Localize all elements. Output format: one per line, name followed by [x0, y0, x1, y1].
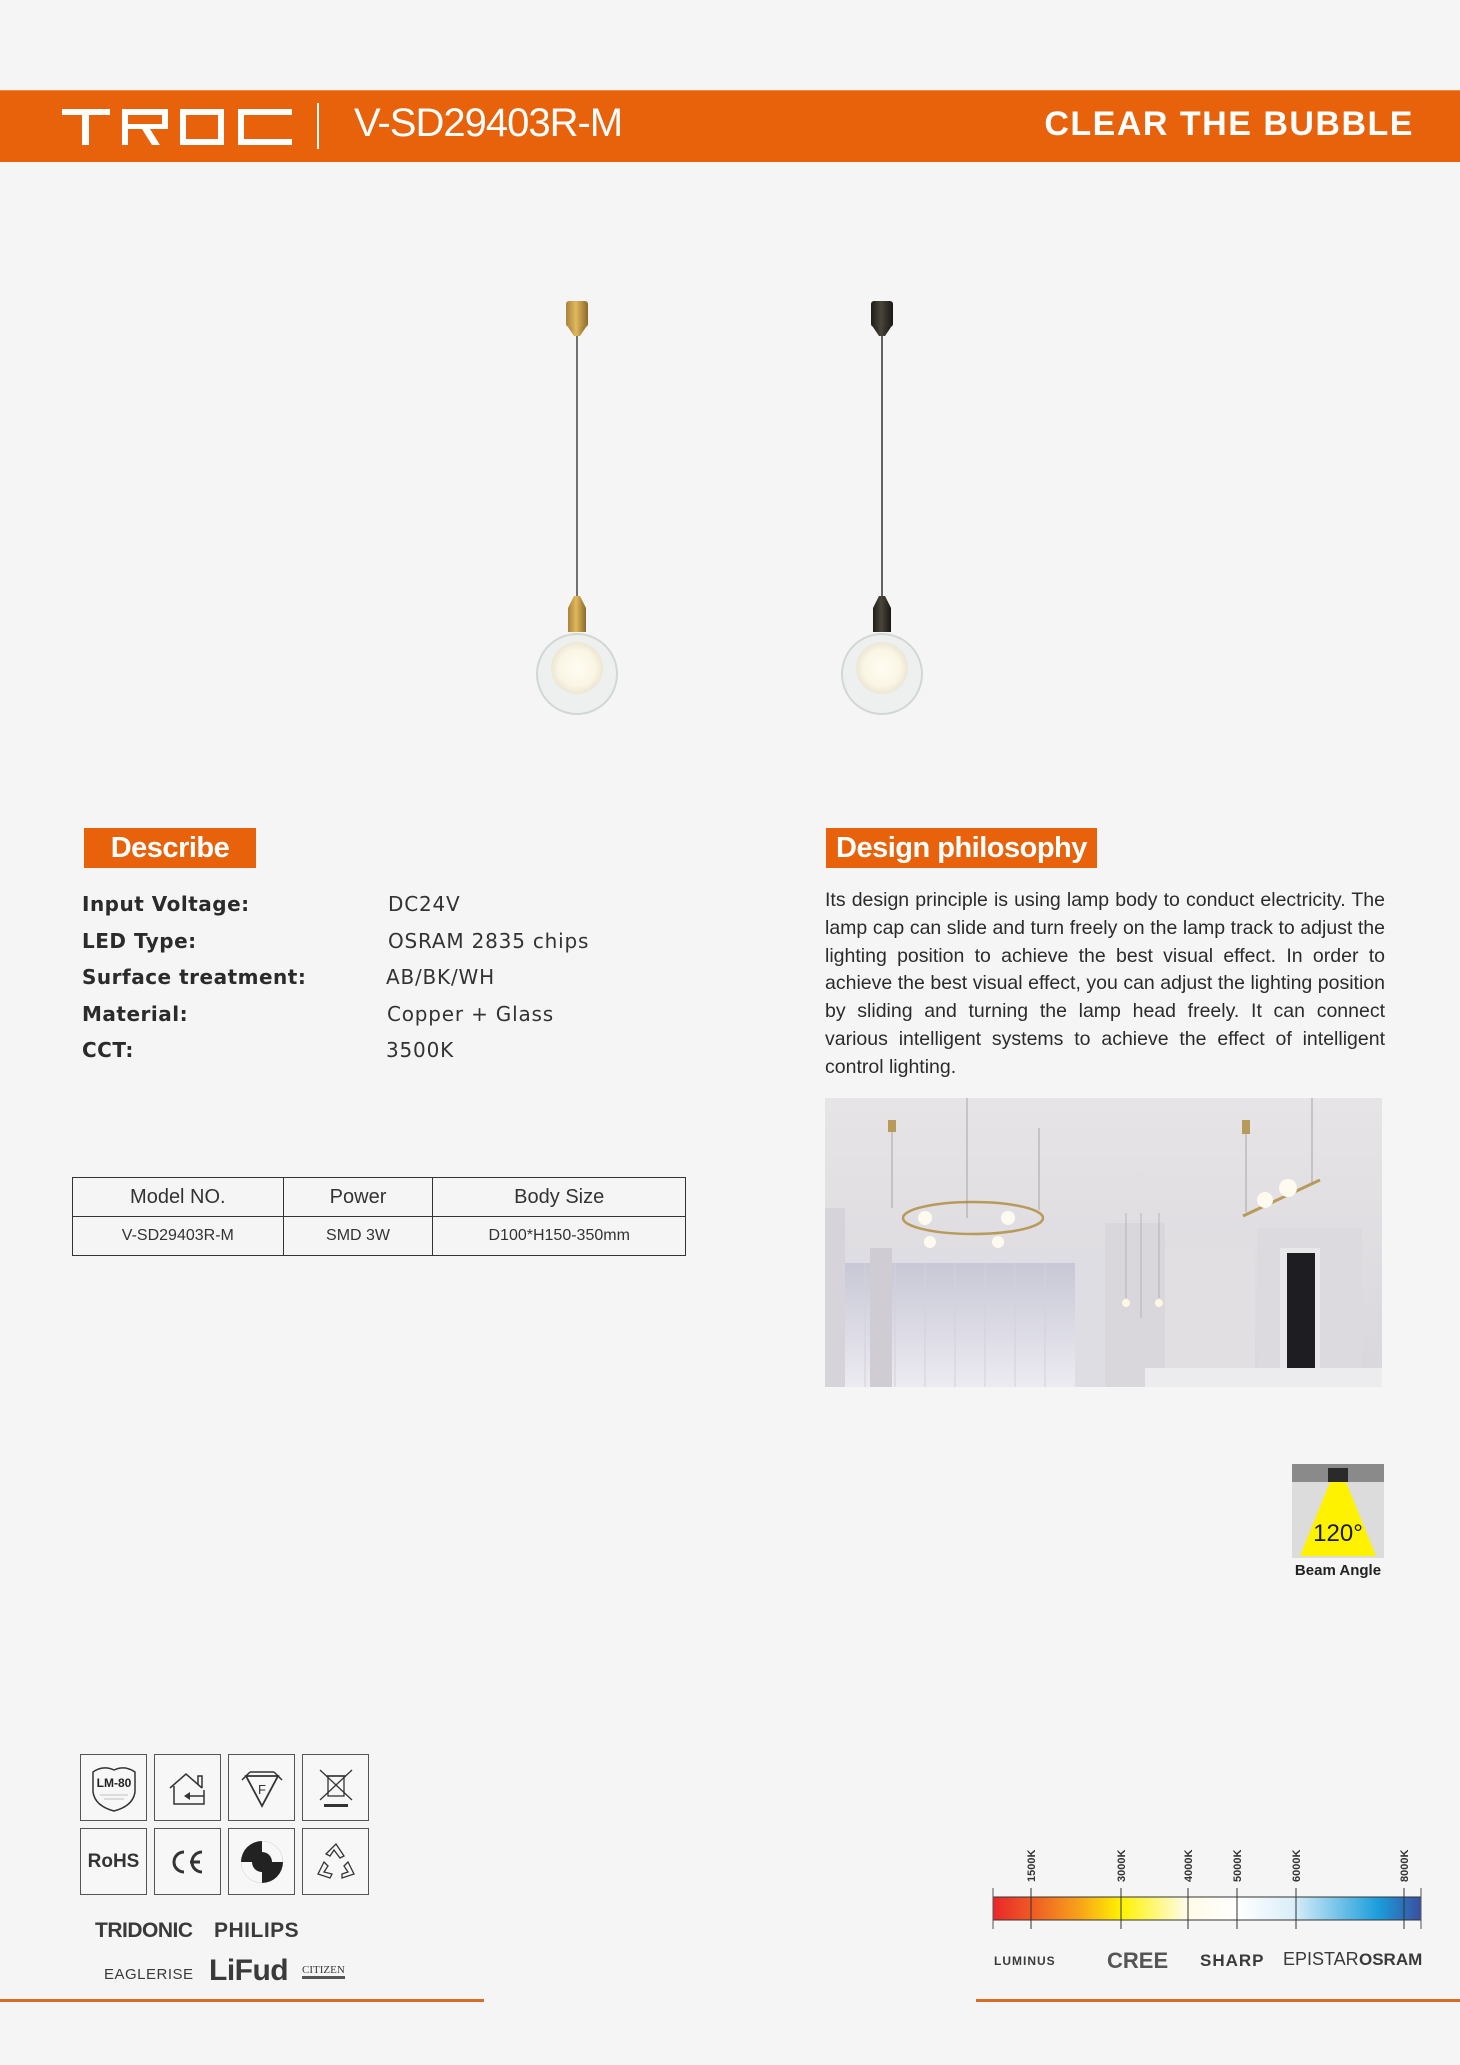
spec-table	[72, 1177, 686, 1256]
cct-color-scale	[980, 1830, 1430, 1940]
cell-power: SMD 3W	[283, 1217, 433, 1256]
cert-lm80	[80, 1754, 147, 1821]
cell-body-size: D100*H150-350mm	[433, 1217, 686, 1256]
spec-key: LED Type:	[82, 928, 197, 953]
recycle-icon	[310, 1836, 362, 1888]
cert-ce	[154, 1828, 221, 1895]
spec-key: Material:	[82, 1001, 189, 1026]
cert-recycle	[302, 1828, 369, 1895]
beam-angle-value: 120°	[1313, 1520, 1363, 1547]
brand-osram-logo: OSRAM	[1359, 1950, 1423, 1969]
cct-tick-label: 5000K	[1232, 1849, 1244, 1882]
spec-value: 3500K	[386, 1038, 455, 1063]
design-description: Its design principle is using lamp body to conduct electricity. The lamp cap can slide and turn freely on the lamp track to adjust the lighting position to achieve the best visual effect. In order to achieve the best visual effect, you can adjust the lighting position by sliding and turning the lamp head freely. It can connect various intelligent systems to achieve the effect of intelligent control lighting.	[825, 889, 1385, 1078]
brand-eaglerise-logo: EAGLERISE	[104, 1966, 194, 1983]
cct-tick-label: 6000K	[1291, 1849, 1303, 1882]
brand-epistar-logo: EPISTAR	[1283, 1949, 1359, 1969]
rohs-icon: RoHS	[87, 1850, 140, 1872]
spec-value: AB/BK/WH	[386, 965, 495, 990]
spec-value: DC24V	[388, 892, 461, 916]
model-title: V-SD29403R-M	[354, 101, 623, 145]
beam-angle-label: Beam Angle	[1294, 1562, 1382, 1579]
brand-luminus-logo: LUMINUS	[994, 1954, 1056, 1968]
tagline: CLEAR THE BUBBLE	[1044, 105, 1414, 143]
cct-tick-label: 3000K	[1116, 1849, 1128, 1882]
cert-indoor	[154, 1754, 221, 1821]
spec-value: Copper + Glass	[387, 1001, 554, 1026]
cert-rohs	[80, 1828, 147, 1895]
brand-tridonic-logo: TRIDONIC	[95, 1919, 193, 1942]
product-image-black	[833, 296, 933, 716]
product-image-gold	[528, 296, 628, 716]
footer-line-right	[976, 1999, 1460, 2002]
f-diamond-icon	[236, 1762, 288, 1814]
header-divider	[317, 103, 319, 149]
spec-key: Surface treatment:	[82, 965, 307, 990]
cert-green-dot	[228, 1828, 295, 1895]
brand-cree-logo: CREE	[1107, 1948, 1169, 1973]
brand-sharp-logo: SHARP	[1200, 1951, 1265, 1970]
brand-lifud-logo: LiFud	[209, 1954, 289, 1987]
svg-text:LM-80: LM-80	[96, 1775, 131, 1790]
spec-value: OSRAM 2835 chips	[388, 928, 590, 953]
green-dot-icon	[236, 1836, 288, 1888]
cell-model: V-SD29403R-M	[73, 1217, 284, 1256]
cct-tick-label: 8000K	[1399, 1849, 1411, 1882]
describe-heading: Describe	[84, 828, 256, 868]
brand-citizen-logo: CITIZEN	[302, 1964, 345, 1979]
header-band	[0, 90, 1460, 162]
design-heading: Design philosophy	[826, 828, 1097, 868]
table-header-row	[73, 1178, 686, 1217]
col-header-model: Model NO.	[73, 1178, 284, 1217]
table-row	[73, 1217, 686, 1256]
house-arrow-icon	[162, 1762, 214, 1814]
cct-tick-label: 1500K	[1026, 1849, 1038, 1882]
spec-key: CCT:	[82, 1038, 134, 1063]
spec-key: Input Voltage:	[82, 892, 250, 916]
troc-logo	[62, 109, 292, 145]
col-header-body-size: Body Size	[433, 1178, 686, 1217]
svg-text:F: F	[257, 1781, 266, 1797]
cert-f-mark	[228, 1754, 295, 1821]
crossed-bin-icon	[310, 1762, 362, 1814]
footer-line-left	[0, 1999, 484, 2002]
cct-tick-label: 4000K	[1183, 1849, 1195, 1882]
brand-philips-logo: PHILIPS	[214, 1919, 300, 1942]
cert-weee	[302, 1754, 369, 1821]
ce-icon	[162, 1836, 214, 1888]
room-scene-photo	[825, 1098, 1382, 1387]
col-header-power: Power	[283, 1178, 433, 1217]
lm80-shield-icon	[88, 1762, 140, 1814]
